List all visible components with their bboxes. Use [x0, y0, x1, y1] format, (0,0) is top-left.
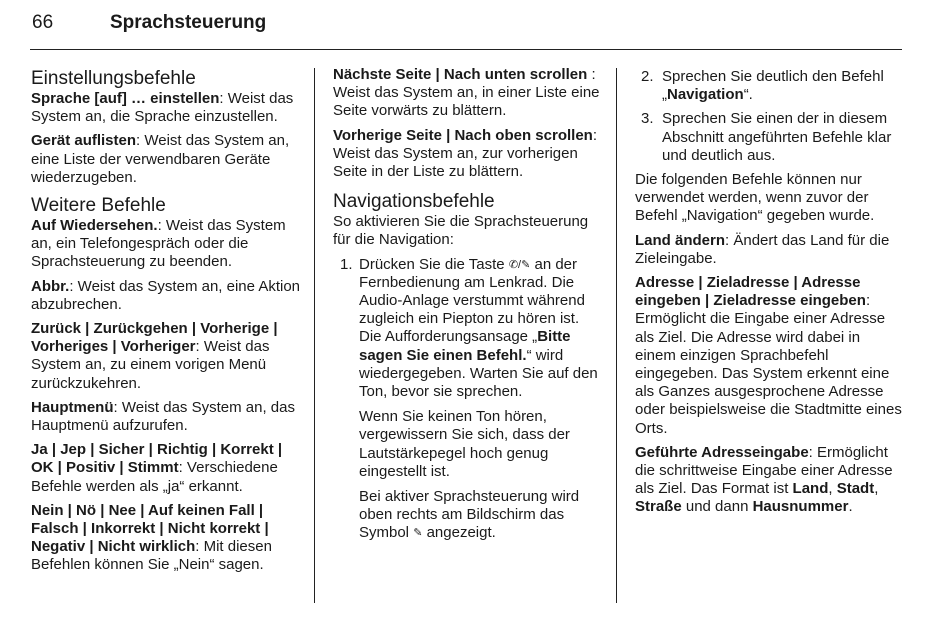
command-entry [635, 274, 903, 438]
step-item [635, 68, 903, 104]
command-entry [635, 232, 903, 268]
command-keyword: Sprache [auf] … einstellen [31, 90, 220, 107]
command-keyword: Geführte Adresseingabe [635, 443, 809, 461]
command-description: : Weist das System an, die Sprache einzustellen. [31, 90, 294, 126]
step-text-part: Drücken Sie die Taste [359, 255, 509, 273]
format-keyword: Hausnummer [752, 498, 849, 516]
command-keyword: Nächste Seite | Nach unten scrollen [333, 66, 588, 83]
command-description: : Ermöglicht die schrittweise Eingabe einer Adresse als Ziel. Das Format ist [635, 443, 893, 498]
command-entry [31, 132, 301, 187]
prompt-keyword: Navigation [667, 86, 744, 104]
command-entry [31, 320, 301, 393]
page-header [32, 10, 902, 52]
format-keyword: Stadt [836, 480, 875, 498]
command-entry [333, 66, 601, 121]
prompt-keyword: Bitte sagen Sie einen Befehl. [359, 328, 571, 364]
format-keyword: Straße [635, 498, 682, 516]
command-description: : Weist das System an, eine Aktion abzubrechen. [31, 277, 301, 313]
command-keyword: Zurück | Zurückgehen | Vorherige | Vorheriges | Vorheriger [31, 320, 278, 356]
command-keyword: Vorherige Seite | Nach oben scrollen [333, 126, 593, 144]
command-description: : Weist das System an, eine Liste der verwendbaren Geräte wiederzugeben. [31, 132, 290, 186]
command-description: : Mit diesen Befehlen können Sie „Nein“ sagen. [31, 538, 272, 574]
command-entry [31, 278, 301, 314]
step-text-part: “ wird wiedergegeben. Warten Sie auf den Ton, bevor sie sprechen. [359, 346, 598, 401]
column-3 [635, 66, 903, 523]
command-keyword: Adresse | Zieladresse | Adresse eingeben | Zieladresse eingeben [635, 274, 866, 310]
section-heading-weitere-befehle: Weitere Befehle [31, 195, 166, 217]
page-number: 66 [32, 12, 54, 33]
step-number: 3. [641, 110, 654, 128]
step-text-part: an der Fernbedienung am Lenkrad. Die Audio-Anlage verstummt während zugleich ein Piepton zu hören ist. Die Aufforderungsansage „ [359, 255, 585, 346]
step-note [359, 488, 601, 543]
steps-list-continued [635, 68, 903, 165]
step-number: 2. [641, 68, 654, 85]
step-note-part: Bei aktiver Sprachsteuerung wird oben rechts am Bildschirm das Symbol [359, 488, 580, 542]
command-entry [635, 444, 903, 517]
command-entry [31, 90, 301, 126]
column-divider-2 [616, 68, 617, 603]
command-keyword: Land ändern [635, 231, 726, 249]
separator: , [828, 480, 837, 498]
column-2 [333, 66, 601, 549]
step-number: 1. [340, 255, 353, 273]
phone-voice-icon: ✆/✎ [508, 258, 531, 271]
format-keyword: Land [792, 480, 829, 498]
section-heading-navigationsbefehle: Navigationsbefehle [333, 191, 495, 213]
step-note: Wenn Sie keinen Ton hören, vergewissern Sie sich, dass der Lautstärkepegel hoch genug eingestellt ist. [359, 408, 570, 480]
voice-icon: ✎ [413, 527, 423, 540]
step-text [662, 68, 903, 104]
step-text: Sprechen Sie einen der in diesem Abschnitt angeführten Befehle klar und deutlich aus. [662, 110, 892, 164]
command-keyword: Hauptmenü [31, 398, 114, 416]
chapter-title: Sprachsteuerung [110, 12, 267, 33]
column-1 [31, 66, 301, 581]
steps-list [333, 256, 601, 543]
command-description: : Weist das System an, ein Telefongespräch oder die Sprachsteuerung zu beenden. [31, 217, 286, 271]
command-keyword: Nein | Nö | Nee | Auf keinen Fall | Falsch | Inkorrekt | Nicht korrekt | Negativ | Nicht wirklich [31, 501, 269, 556]
body-paragraph: Die folgenden Befehle können nur verwendet werden, wenn zuvor der Befehl „Navigation“ gegeben wurde. [635, 171, 875, 225]
step-item [333, 256, 601, 543]
step-text-part: “. [743, 86, 753, 104]
command-description: : Weist das System an, in einer Liste eine Seite vorwärts zu blättern. [333, 66, 600, 120]
step-note-part: angezeigt. [422, 524, 496, 542]
command-description: : Weist das System an, zur vorherigen Seite in der Liste zu blättern. [333, 126, 597, 181]
command-entry [31, 399, 301, 435]
command-description: : Weist das System an, das Hauptmenü aufzurufen. [31, 398, 295, 435]
column-divider-1 [314, 68, 315, 603]
command-keyword: Abbr. [31, 277, 70, 295]
command-description: : Verschiedene Befehle werden als „ja“ erkannt. [31, 459, 278, 495]
command-keyword: Auf Wiedersehen. [31, 217, 158, 235]
command-description: : Ermöglicht die Eingabe einer Adresse als Ziel. Die Adresse wird dabei in einem einzigen Sprachbefehl eingegeben. Das System erkennt eine als Ganzes ausgesprochene Adresse oder beispielsweise die Stadtmitte eines Orts. [635, 292, 902, 437]
command-entry [31, 441, 301, 496]
command-description: . [848, 498, 853, 516]
command-entry [31, 502, 301, 575]
step-text-part: Sprechen Sie deutlich den Befehl „ [662, 68, 884, 104]
intro-text: So aktivieren Sie die Sprachsteuerung für die Navigation: [333, 213, 589, 249]
header-divider [30, 49, 902, 50]
command-entry [333, 127, 601, 182]
command-keyword: Gerät auflisten [31, 132, 137, 150]
command-entry [31, 217, 301, 272]
command-description: : Ändert das Land für die Zieleingabe. [635, 231, 890, 267]
command-keyword: Ja | Jep | Sicher | Richtig | Korrekt | OK | Positiv | Stimmt [31, 441, 283, 477]
section-heading-einstellungsbefehle: Einstellungsbefehle [31, 68, 196, 89]
separator: , [874, 480, 879, 498]
command-description: : Weist das System an, zu einem vorigen Menü zurückzukehren. [31, 338, 270, 392]
step-item [635, 110, 903, 165]
step-text [359, 256, 601, 402]
command-description: und dann [681, 498, 753, 516]
